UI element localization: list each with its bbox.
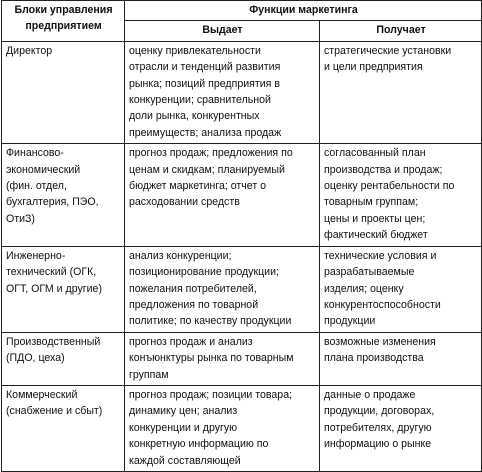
cell-management-block xyxy=(2,246,125,332)
cell-text-line: цены и проекты цен; xyxy=(324,212,426,225)
cell-text-line: изделия; оценку xyxy=(324,282,404,295)
cell-text-line: плана производства xyxy=(324,352,424,365)
cell-text-line: динамику цен; анализ xyxy=(129,405,238,418)
cell-text-line: ОГТ, ОГМ и другие) xyxy=(6,282,102,295)
table-row xyxy=(2,41,482,143)
cell-text-line: стратегические установки xyxy=(324,44,452,57)
cell-text-line: прогноз продаж; предложения по xyxy=(129,147,293,160)
cell-text-line: бухгалтерия, ПЭО, xyxy=(6,196,99,209)
cell-text-line: технические условия и xyxy=(324,249,437,262)
cell-text-line: (ПДО, цеха) xyxy=(6,352,65,365)
cell-text-line: Финансово- xyxy=(6,147,64,160)
cell-gives xyxy=(125,246,320,332)
header-blocks-line: предприятием xyxy=(25,20,102,33)
cell-receives xyxy=(320,332,482,385)
cell-text-line: бюджет маркетинга; отчет о xyxy=(129,180,267,193)
marketing-functions-table xyxy=(1,0,482,472)
table-row xyxy=(2,144,482,246)
cell-gives xyxy=(125,41,320,143)
cell-text-line: отрасли и тенденций развития xyxy=(129,61,281,74)
cell-text-line: Инженерно- xyxy=(6,249,66,262)
header-gives: Выдает xyxy=(125,21,320,41)
header-blocks-line: Блоки управления xyxy=(14,4,113,16)
cell-text-line: рынка; позиций предприятия в xyxy=(129,77,280,90)
cell-management-block xyxy=(2,41,125,143)
cell-text-line: Директор xyxy=(6,44,53,57)
cell-text-line: технический (ОГК, xyxy=(6,266,97,279)
table-row xyxy=(2,385,482,471)
cell-text-line: (фин. отдел, xyxy=(6,180,67,193)
cell-text-line: ценам и скидкам; планируемый xyxy=(129,163,285,176)
cell-text-line: политике; по качеству продукции xyxy=(129,315,292,328)
cell-text-line: прогноз продаж и анализ xyxy=(129,335,253,348)
cell-text-line: конкуренции и другую xyxy=(129,421,238,434)
cell-text-line: оценку привлекательности xyxy=(129,44,261,57)
header-management-blocks xyxy=(2,1,125,42)
cell-text-line: оценку рентабельности по xyxy=(324,180,455,193)
cell-text-line: информацию о рынке xyxy=(324,438,432,451)
cell-management-block xyxy=(2,144,125,246)
cell-text-line: разрабатываемые xyxy=(324,266,415,279)
cell-gives xyxy=(125,144,320,246)
cell-text-line: расходовании средств xyxy=(129,196,240,209)
cell-text-line: позиционирование продукции; xyxy=(129,266,279,279)
cell-text-line: (снабжение и сбыт) xyxy=(6,405,103,418)
cell-text-line: возможные изменения xyxy=(324,335,436,348)
cell-text-line: группам xyxy=(129,368,169,381)
cell-management-block xyxy=(2,332,125,385)
cell-text-line: продукции, договорах, xyxy=(324,405,435,418)
cell-text-line: и цели предприятия xyxy=(324,61,423,74)
cell-text-line: каждой составляющей xyxy=(129,454,241,467)
cell-receives xyxy=(320,41,482,143)
cell-text-line: Коммерческий xyxy=(6,388,78,401)
table-row xyxy=(2,246,482,332)
cell-management-block xyxy=(2,385,125,471)
cell-text-line: Производственный xyxy=(6,335,101,348)
cell-text-line: конкуренции; сравнительной xyxy=(129,94,271,107)
cell-gives xyxy=(125,332,320,385)
cell-text-line: ОтиЗ) xyxy=(6,212,35,225)
cell-text-line: доли рынка, конкурентных xyxy=(129,110,260,123)
cell-text-line: анализ конкуренции; xyxy=(129,249,232,262)
cell-text-line: конкурентоспособности xyxy=(324,298,441,311)
cell-text-line: прогноз продаж; позиции товара; xyxy=(129,388,293,401)
cell-gives xyxy=(125,385,320,471)
cell-receives xyxy=(320,246,482,332)
cell-text-line: производства и продаж; xyxy=(324,163,443,176)
cell-text-line: продукции xyxy=(324,315,376,328)
table-row xyxy=(2,332,482,385)
cell-text-line: потребителях, другую xyxy=(324,421,432,434)
cell-text-line: данные о продаже xyxy=(324,388,416,401)
cell-text-line: пожелания потребителей, xyxy=(129,282,257,295)
cell-text-line: преимуществ; анализа продаж xyxy=(129,126,282,139)
cell-text-line: фактический бюджет xyxy=(324,229,428,242)
cell-text-line: экономический xyxy=(6,163,81,176)
cell-text-line: согласованный план xyxy=(324,147,426,160)
header-row-top xyxy=(2,1,482,21)
cell-text-line: конкретную информацию по xyxy=(129,438,269,451)
cell-text-line: предложения по товарной xyxy=(129,298,259,311)
cell-text-line: конъюнктуры рынка по товарным xyxy=(129,352,294,365)
header-marketing-functions: Функции маркетинга xyxy=(125,1,482,21)
cell-receives xyxy=(320,144,482,246)
cell-text-line: товарным группам; xyxy=(324,196,419,209)
header-receives: Получает xyxy=(320,21,482,41)
table-body xyxy=(2,41,482,471)
cell-receives xyxy=(320,385,482,471)
